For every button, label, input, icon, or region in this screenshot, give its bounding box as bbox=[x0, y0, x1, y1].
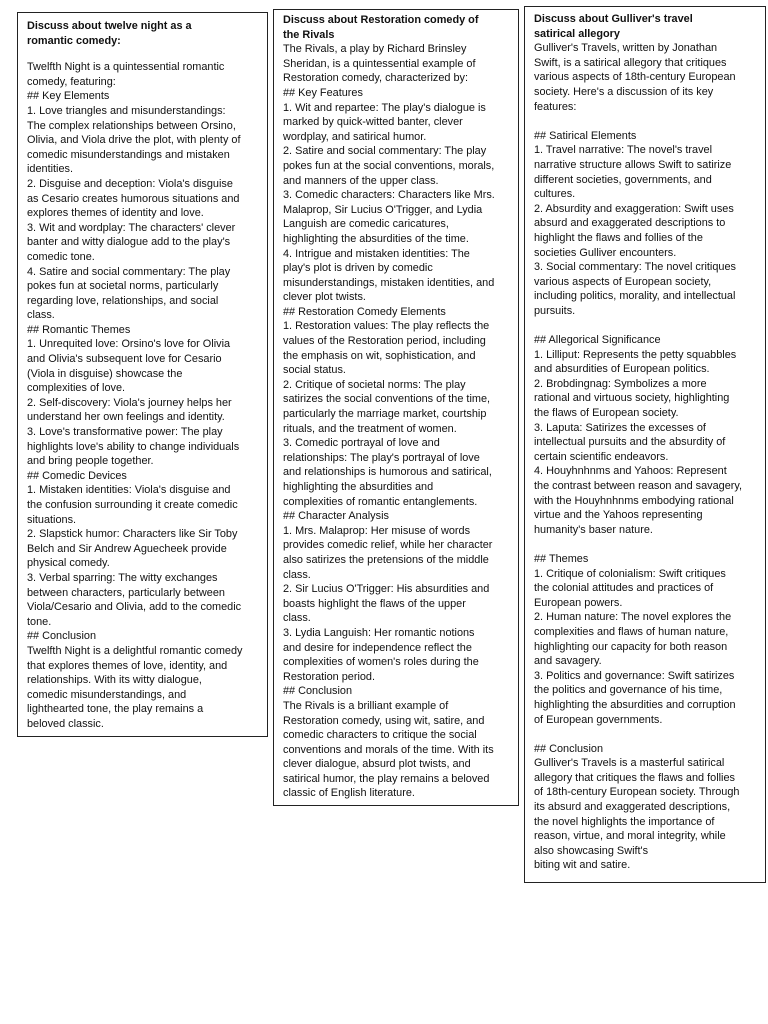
text-line: complexities and flaws of human nature, bbox=[534, 625, 729, 638]
text-line: Viola/Cesario and Olivia, add to the comedic bbox=[27, 601, 242, 614]
text-line: situations. bbox=[27, 513, 77, 526]
essay-title: Discuss about Restoration comedy of the Rivals bbox=[283, 14, 479, 41]
text-line: reason, virtue, and moral integrity, while bbox=[534, 830, 726, 843]
text-line: clever plot twists. bbox=[283, 291, 366, 304]
text-line: Sheridan, is a quintessential example of bbox=[283, 57, 476, 70]
text-line: The Rivals is a brilliant example of bbox=[283, 699, 449, 712]
text-line: humanity's baser nature. bbox=[534, 523, 653, 536]
essay-title: Discuss about Gulliver's travel satirical allegory bbox=[534, 13, 693, 40]
text-line: 1. Mrs. Malaprop: Her misuse of words bbox=[283, 524, 471, 537]
text-line: relationships: The play's portrayal of love bbox=[283, 451, 480, 464]
text-line: highlight the flaws and follies of the bbox=[534, 231, 703, 244]
text-line: 1. Love triangles and misunderstandings: bbox=[27, 104, 226, 117]
text-line: also satirizes the pretensions of the middle bbox=[283, 553, 489, 566]
text-line: rational and virtuous society, highlighting bbox=[534, 392, 730, 405]
text-line: Gulliver's Travels is a masterful satirical bbox=[534, 757, 725, 770]
text-line: 1. Travel narrative: The novel's travel bbox=[534, 144, 713, 157]
text-line: Olivia, and Viola drive the plot, with plenty of bbox=[27, 134, 241, 147]
text-line: lighthearted tone, the play remains a bbox=[27, 703, 204, 716]
text-line: ## Conclusion bbox=[534, 742, 604, 755]
text-line: wordplay, and satirical humor. bbox=[283, 130, 427, 143]
text-line: different societies, governments, and bbox=[534, 173, 712, 186]
text-line: comedy, featuring: bbox=[27, 75, 116, 88]
text-line: cultures. bbox=[534, 188, 576, 201]
text-line: Malaprop, Sir Lucius O'Trigger, and Lydia bbox=[283, 203, 483, 216]
text-line: class. bbox=[283, 612, 311, 625]
text-line: including politics, morality, and intellectual bbox=[534, 290, 736, 303]
text-line: 2. Slapstick humor: Characters like Sir Toby bbox=[27, 528, 238, 541]
text-line: also showcasing Swift's bbox=[534, 844, 649, 857]
text-line: ## Key Elements bbox=[27, 90, 110, 103]
text-line: society. Here's a discussion of its key bbox=[534, 85, 714, 98]
text-line: ## Romantic Themes bbox=[27, 323, 131, 336]
text-line: and Olivia's subsequent love for Cesario bbox=[27, 353, 222, 366]
text-line: Swift, is a satirical allegory that critiques bbox=[534, 56, 727, 69]
text-line: allegory that critiques the flaws and follies bbox=[534, 771, 735, 784]
text-line: complexities of romantic entanglements. bbox=[283, 495, 478, 508]
text-line: class. bbox=[283, 568, 311, 581]
text-line: European powers. bbox=[534, 596, 623, 609]
text-line: various aspects of 18th-century European bbox=[534, 71, 736, 84]
text-line: boasts highlight the flaws of the upper bbox=[283, 597, 466, 610]
text-line: ## Conclusion bbox=[283, 685, 353, 698]
text-line: ## Key Features bbox=[283, 86, 363, 99]
text-line: banter and witty dialogue add to the play's bbox=[27, 236, 231, 249]
text-line: 4. Houyhnhnms and Yahoos: Represent bbox=[534, 465, 727, 478]
text-line: conventions and morals of the time. With its bbox=[283, 743, 494, 756]
essay-body bbox=[27, 60, 259, 731]
text-line: of European governments. bbox=[534, 713, 663, 726]
text-line: the colonial attitudes and practices of bbox=[534, 582, 714, 595]
text-line: narrative structure allows Swift to satirize bbox=[534, 158, 732, 171]
text-line: and desire for independence reflect the bbox=[283, 641, 472, 654]
text-line: Languish are comedic caricatures, bbox=[283, 218, 449, 231]
text-line: of 18th-century European society. Through bbox=[534, 786, 740, 799]
text-line: and relationships is humorous and satirical, bbox=[283, 466, 492, 479]
text-line: features: bbox=[534, 100, 577, 113]
text-line: 4. Satire and social commentary: The play bbox=[27, 265, 231, 278]
text-line: rituals, and the treatment of women. bbox=[283, 422, 457, 435]
text-line: comedic misunderstandings, and bbox=[27, 688, 187, 701]
text-line: satirizes the social conventions of the time, bbox=[283, 393, 491, 406]
text-line: that explores themes of love, identity, and bbox=[27, 659, 228, 672]
text-line: the flaws of European society. bbox=[534, 407, 679, 420]
text-line: understand her own feelings and identity. bbox=[27, 411, 225, 424]
text-line: 2. Self-discovery: Viola's journey helps her bbox=[27, 396, 232, 409]
text-line: 3. Lydia Languish: Her romantic notions bbox=[283, 626, 475, 639]
text-line: 1. Critique of colonialism: Swift critiques bbox=[534, 567, 726, 580]
essay-body bbox=[283, 42, 512, 801]
text-line: ## Restoration Comedy Elements bbox=[283, 305, 446, 318]
text-line: and manners of the upper class. bbox=[283, 174, 439, 187]
text-line: highlighting the absurdities and corruption bbox=[534, 698, 736, 711]
text-line: comedic characters to critique the social bbox=[283, 729, 477, 742]
essay-box-twelfth-night bbox=[17, 12, 268, 737]
text-line: 1. Wit and repartee: The play's dialogue is bbox=[283, 101, 486, 114]
text-line: provides comedic relief, while her character bbox=[283, 539, 493, 552]
text-line: 1. Restoration values: The play reflects the bbox=[283, 320, 490, 333]
text-line: highlighting the absurdities and bbox=[283, 481, 434, 493]
text-line: The Rivals, a play by Richard Brinsley bbox=[283, 43, 467, 56]
text-line: class. bbox=[27, 309, 55, 322]
text-line: certain scientific endeavors. bbox=[534, 450, 669, 463]
text-line: Gulliver's Travels, written by Jonathan bbox=[534, 42, 718, 55]
text-line: explores themes of identity and love. bbox=[27, 207, 204, 220]
text-line: as Cesario creates humorous situations and bbox=[27, 192, 240, 205]
text-line: comedic tone. bbox=[27, 250, 95, 263]
text-line: ## Themes bbox=[534, 552, 589, 565]
essay-box-gullivers-travels bbox=[524, 6, 766, 883]
text-line: the politics and governance of his time, bbox=[534, 684, 723, 697]
text-line: physical comedy. bbox=[27, 557, 110, 570]
text-line bbox=[534, 114, 759, 129]
text-line: ## Character Analysis bbox=[283, 510, 389, 523]
text-line: The complex relationships between Orsino, bbox=[27, 119, 236, 132]
text-line: 2. Disguise and deception: Viola's disguise bbox=[27, 177, 233, 190]
text-line: satirical humor, the play remains a beloved bbox=[283, 772, 490, 785]
text-line: highlighting the absurdities of the time. bbox=[283, 232, 469, 245]
text-line: highlighting our capacity for both reason bbox=[534, 640, 728, 653]
text-line: 2. Critique of societal norms: The play bbox=[283, 378, 466, 391]
text-line: Restoration comedy, characterized by: bbox=[283, 72, 469, 85]
text-line: 4. Intrigue and mistaken identities: The bbox=[283, 247, 470, 260]
text-line: Restoration period. bbox=[283, 670, 376, 683]
text-line bbox=[534, 537, 759, 552]
text-line: marked by quick-witted banter, clever bbox=[283, 116, 463, 129]
text-line: particularly the marriage market, courtship bbox=[283, 408, 487, 421]
text-line: 3. Laputa: Satirizes the excesses of bbox=[534, 421, 706, 434]
text-line: 3. Politics and governance: Swift satirizes bbox=[534, 669, 735, 682]
text-line: regarding love, relationships, and social bbox=[27, 294, 219, 307]
text-line: its absurd and exaggerated descriptions, bbox=[534, 801, 731, 814]
text-line: clever dialogue, absurd plot twists, and bbox=[283, 758, 471, 771]
text-line: Twelfth Night is a quintessential romantic bbox=[27, 61, 225, 74]
text-line: 3. Comedic portrayal of love and bbox=[283, 437, 440, 450]
text-line: the contrast between reason and savagery, bbox=[534, 480, 743, 492]
text-line: 2. Satire and social commentary: The play bbox=[283, 145, 487, 158]
text-line: and savagery. bbox=[534, 655, 602, 668]
text-line: various aspects of European society, bbox=[534, 275, 712, 288]
text-line: ## Allegorical Significance bbox=[534, 334, 661, 347]
text-line: the novel highlights the importance of bbox=[534, 815, 715, 828]
text-line: Restoration comedy, using wit, satire, and bbox=[283, 714, 485, 727]
text-line: 3. Comedic characters: Characters like Mrs. bbox=[283, 189, 495, 202]
text-line: 1. Lilliput: Represents the petty squabbles bbox=[534, 348, 737, 361]
essay-title: Discuss about twelve night as a romantic comedy: bbox=[27, 20, 192, 47]
text-line: 2. Human nature: The novel explores the bbox=[534, 611, 732, 624]
text-line: tone. bbox=[27, 615, 52, 628]
text-line: ## Satirical Elements bbox=[534, 129, 637, 142]
text-line: societies Gulliver encounters. bbox=[534, 246, 677, 259]
text-line: beloved classic. bbox=[27, 717, 104, 730]
text-line: ## Comedic Devices bbox=[27, 469, 127, 482]
text-line: pursuits. bbox=[534, 304, 576, 317]
text-line: 3. Wit and wordplay: The characters' clever bbox=[27, 221, 236, 234]
text-line: pokes fun at societal norms, particularly bbox=[27, 280, 219, 293]
text-line: Twelfth Night is a delightful romantic comedy bbox=[27, 644, 243, 657]
text-line: 2. Sir Lucius O'Trigger: His absurdities and bbox=[283, 583, 490, 596]
text-line: social status. bbox=[283, 364, 346, 377]
text-line: and bring people together. bbox=[27, 455, 154, 468]
text-line: complexities of love. bbox=[27, 382, 126, 395]
text-line: between characters, particularly between bbox=[27, 586, 225, 599]
text-line bbox=[534, 318, 759, 333]
text-line: biting wit and satire. bbox=[534, 859, 631, 872]
text-line: values of the Restoration period, including bbox=[283, 335, 486, 348]
essay-body bbox=[534, 41, 759, 873]
text-line: 3. Love's transformative power: The play bbox=[27, 426, 223, 439]
text-line: the confusion surrounding it create comedic bbox=[27, 499, 238, 511]
text-line: (Viola in disguise) showcase the bbox=[27, 367, 183, 380]
text-line: 1. Unrequited love: Orsino's love for Olivia bbox=[27, 338, 231, 351]
text-line: classic of English literature. bbox=[283, 787, 415, 800]
text-line: ## Conclusion bbox=[27, 630, 97, 643]
text-line: Belch and Sir Andrew Aguecheek provide bbox=[27, 542, 227, 555]
text-line bbox=[534, 727, 759, 742]
text-line: with the Houyhnhnms embodying rational bbox=[534, 494, 734, 507]
text-line: identities. bbox=[27, 163, 74, 176]
text-line: misunderstandings, mistaken identities, and bbox=[283, 276, 495, 289]
text-line: absurd and exaggerated descriptions to bbox=[534, 217, 726, 230]
essay-box-the-rivals bbox=[273, 9, 519, 806]
text-line: relationships. With its witty dialogue, bbox=[27, 674, 202, 687]
text-line: virtue and the Yahoos representing bbox=[534, 509, 703, 522]
text-line: 3. Social commentary: The novel critiques bbox=[534, 261, 736, 274]
text-line: pokes fun at the social conventions, morals, bbox=[283, 159, 495, 172]
text-line: intellectual pursuits and the absurdity of bbox=[534, 436, 726, 449]
text-line: 1. Mistaken identities: Viola's disguise and bbox=[27, 484, 231, 497]
text-line: 2. Brobdingnag: Symbolizes a more bbox=[534, 377, 707, 390]
text-line: highlights love's ability to change individuals bbox=[27, 440, 240, 453]
text-line: 2. Absurdity and exaggeration: Swift uses bbox=[534, 202, 734, 215]
text-line: and absurdities of European politics. bbox=[534, 363, 710, 376]
text-line: play's plot is driven by comedic bbox=[283, 262, 433, 275]
text-line: 3. Verbal sparring: The witty exchanges bbox=[27, 571, 218, 584]
text-line: complexities of women's roles during the bbox=[283, 656, 479, 669]
text-line: the emphasis on wit, sophistication, and bbox=[283, 349, 476, 362]
text-line: comedic misunderstandings and mistaken bbox=[27, 148, 230, 161]
